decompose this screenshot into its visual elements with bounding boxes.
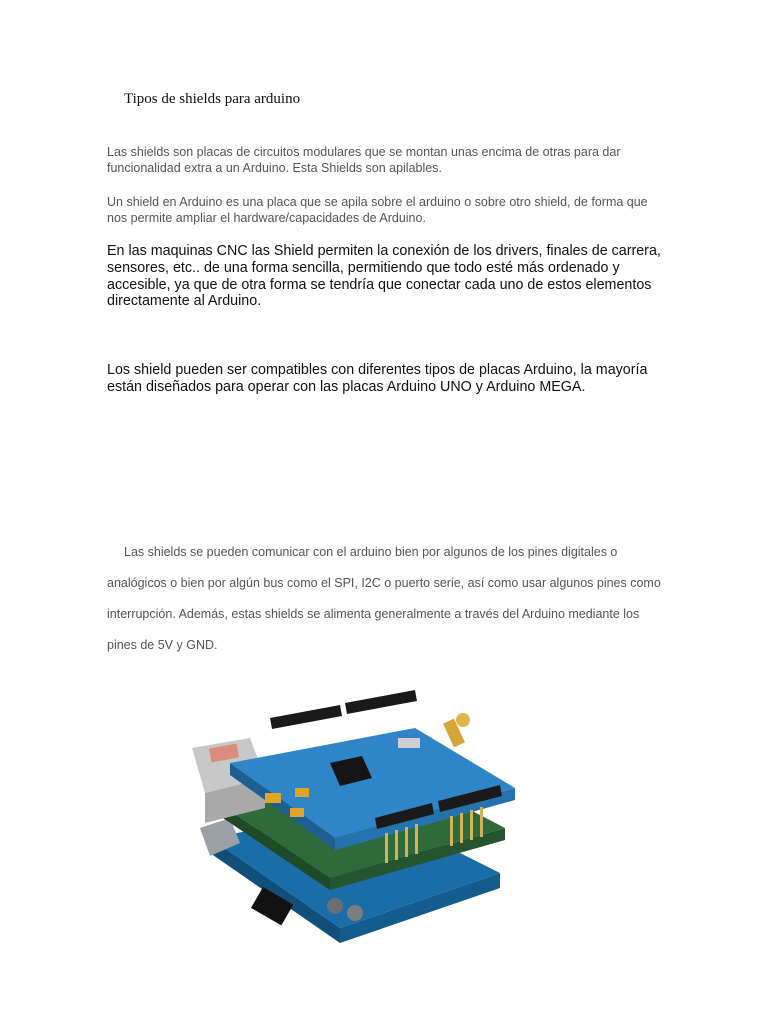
arduino-shield-photo [170, 668, 532, 960]
pin-header [345, 690, 417, 714]
pin-header [270, 705, 342, 729]
capacitor [295, 788, 309, 797]
paragraph-cnc: En las maquinas CNC las Shield permiten la conexión de los drivers, finales de carrera, sensores, etc.. de una forma sencilla, permitiendo que todo esté más ordenado y accesible, ya que de otra forma se tendría que conectar cada uno de estos elementos directamente al Arduino. [107, 243, 661, 310]
capacitor [290, 808, 304, 817]
document-title: Tipos de shields para arduino [124, 91, 301, 107]
paragraph-shield-arduino: Un shield en Arduino es una placa que se apila sobre el arduino o sobre otro shield, de forma que nos permite ampliar el hardware/capacidades de Arduino. [107, 195, 648, 225]
crystal [398, 738, 420, 748]
capacitor [347, 905, 363, 921]
paragraph-communication: Las shields se pueden comunicar con el arduino bien por algunos de los pines digitales o analógicos o bien por algún bus como el SPI, I2C o puerto serie, así como usar algunos pines como interrupción. Además, estas shields se alimenta generalmente a través del Arduino mediante los pines de 5V y GND. [107, 545, 661, 652]
capacitor [265, 793, 281, 803]
paragraph-shields-definition: Las shields son placas de circuitos modulares que se montan unas encima de otras para dar funcionalidad extra a un Arduino. Esta Shields son apilables. [107, 145, 621, 175]
paragraph-compatibility: Los shield pueden ser compatibles con diferentes tipos de placas Arduino, la mayoría están diseñados para operar con las placas Arduino UNO y Arduino MEGA. [107, 362, 648, 395]
capacitor [327, 898, 343, 914]
